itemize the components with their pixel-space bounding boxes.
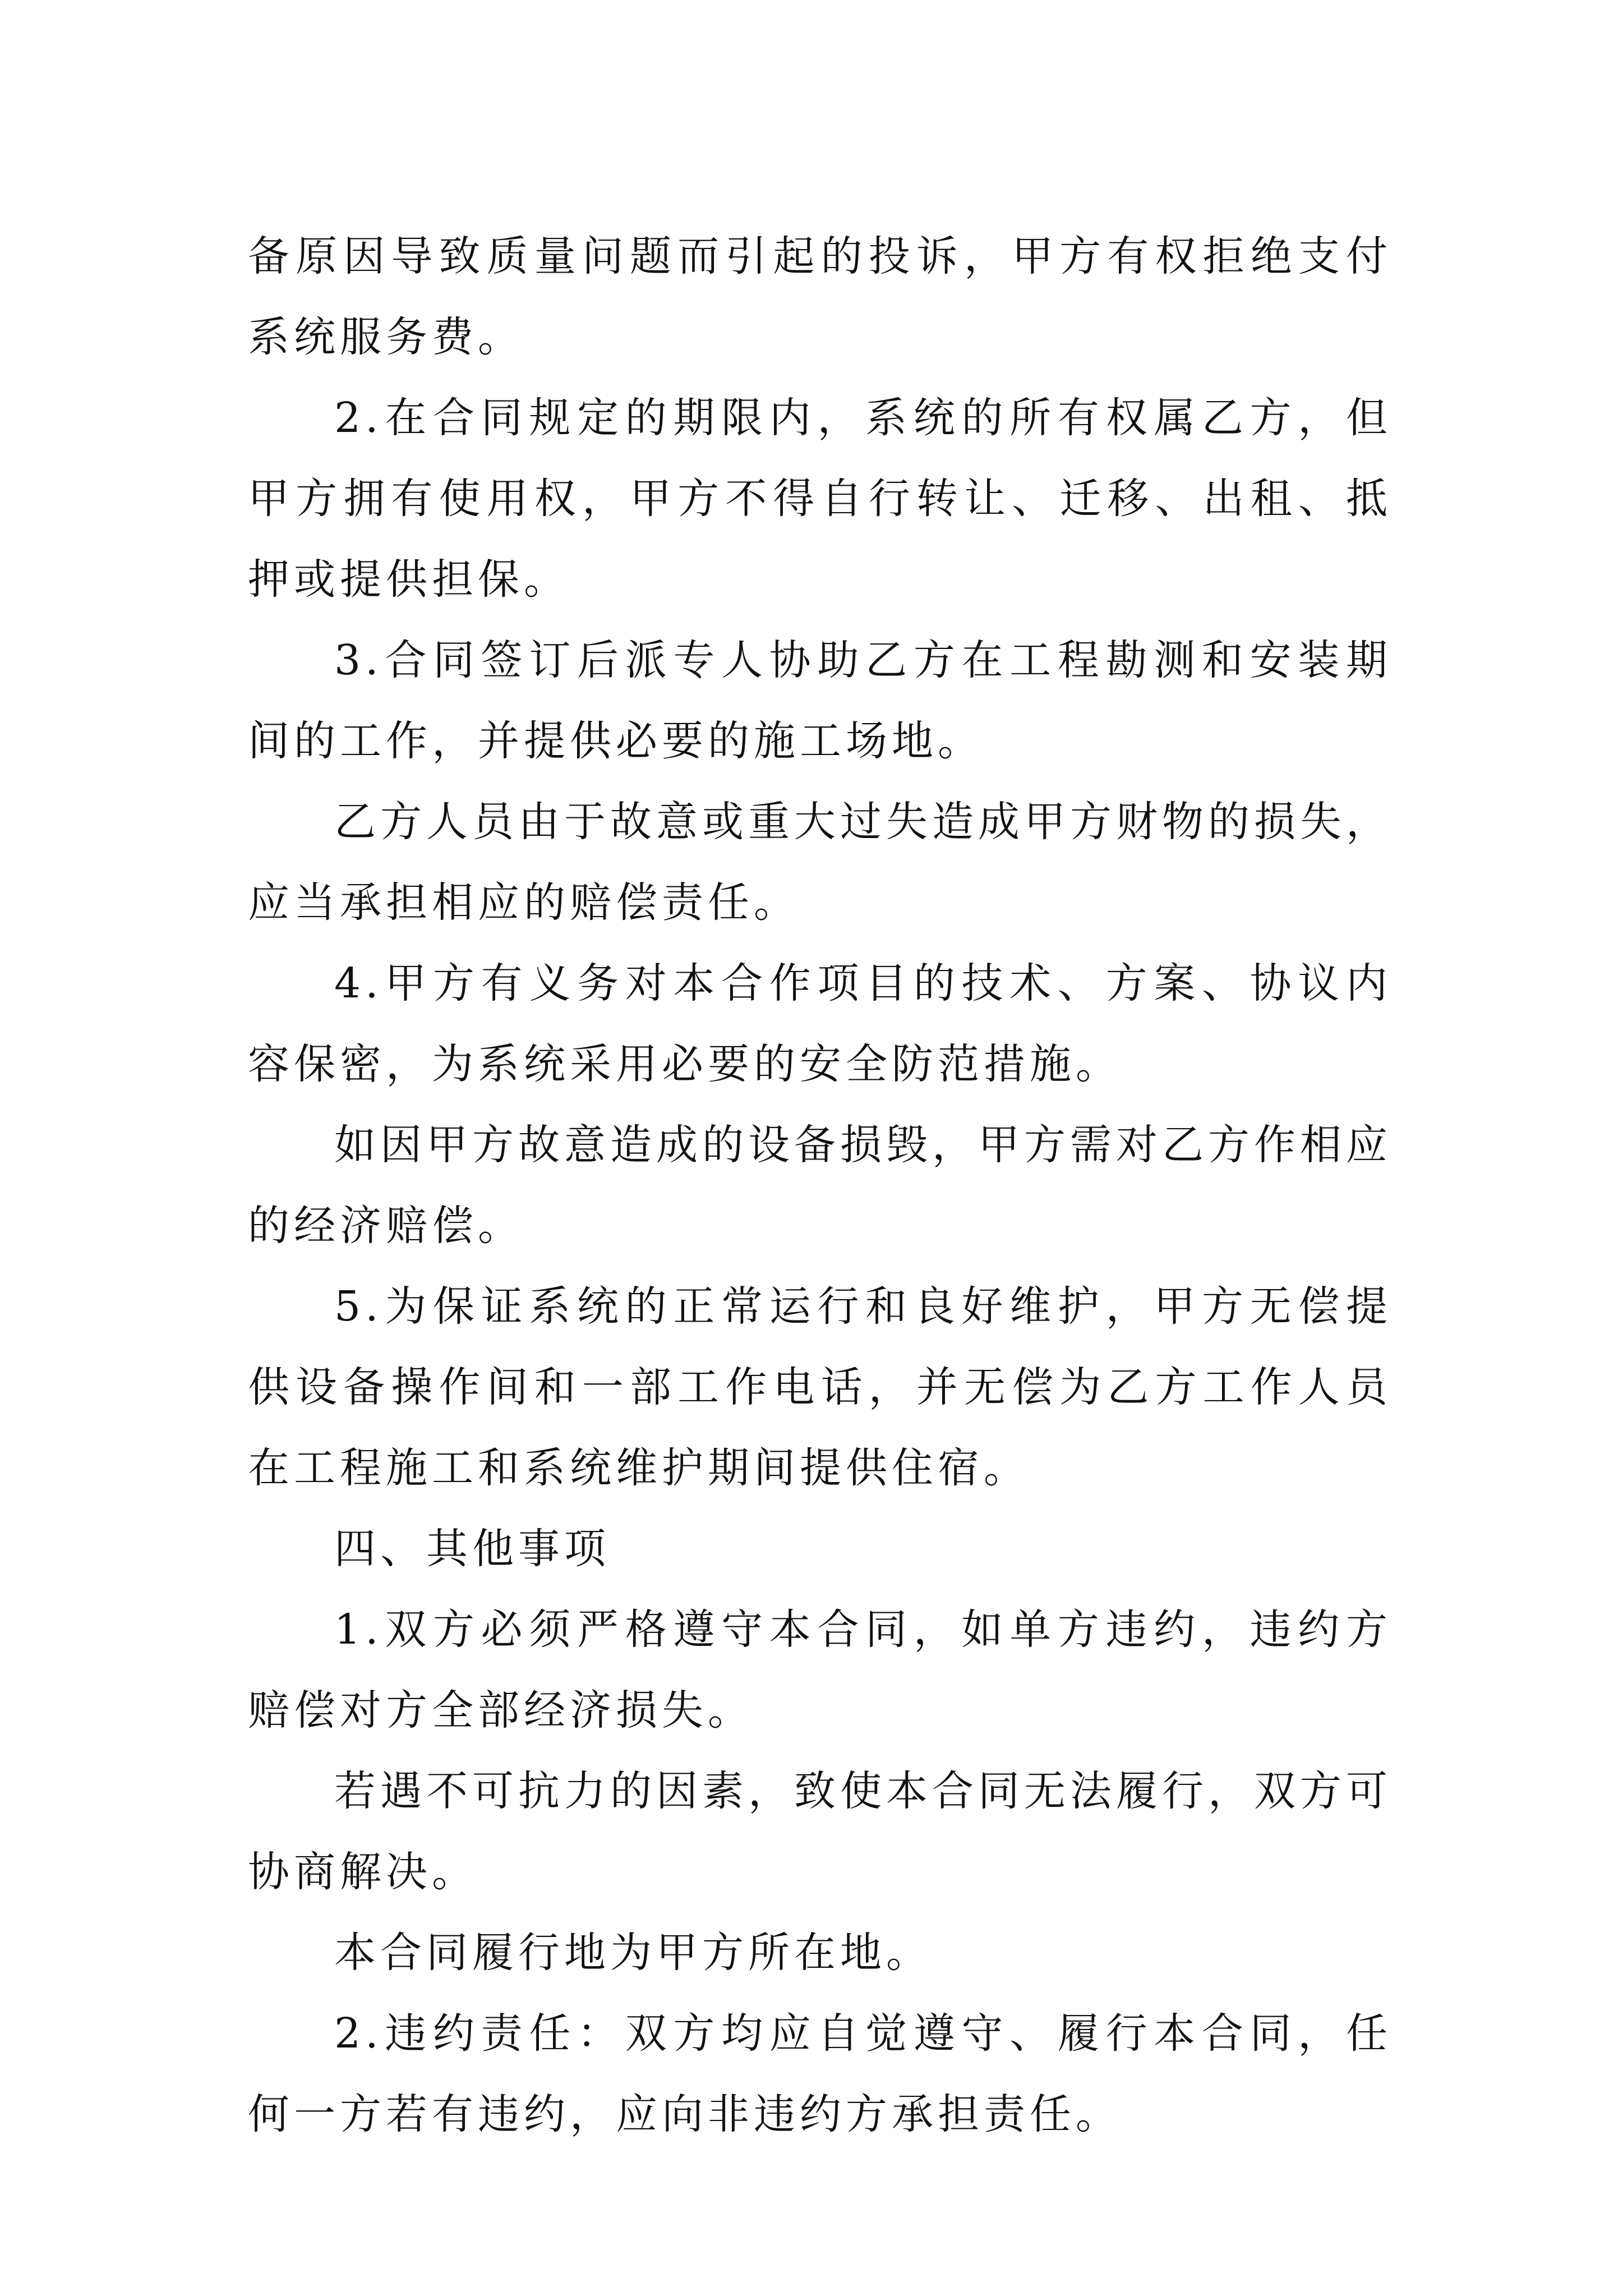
document-body [248,216,1392,2155]
paragraph-other-1: 1.双方必须严格遵守本合同，如单方违约，违约方赔偿对方全部经济损失。 [248,1605,1392,1734]
paragraph-clause-2: 2.在合同规定的期限内，系统的所有权属乙方，但甲方拥有使用权，甲方不得自行转让、迁移、出租、抵押或提供担保。 [248,394,1392,604]
paragraph-staff-liability: 乙方人员由于故意或重大过失造成甲方财物的损失，应当承担相应的赔偿责任。 [248,798,1392,927]
paragraph-force-majeure: 若遇不可抗力的因素，致使本合同无法履行，双方可协商解决。 [248,1767,1392,1896]
section-heading-other-matters: 四、其他事项 [334,1525,610,1573]
paragraph-continuation: 备原因导致质量问题而引起的投诉，甲方有权拒绝支付系统服务费。 [248,232,1392,361]
paragraph-equipment-damage: 如因甲方故意造成的设备损毁，甲方需对乙方作相应的经济赔偿。 [248,1121,1392,1250]
paragraph-other-2-breach: 2.违约责任：双方均应自觉遵守、履行本合同，任何一方若有违约，应向非违约方承担责任。 [248,2009,1392,2138]
paragraph-clause-3: 3.合同签订后派专人协助乙方在工程勘测和安装期间的工作，并提供必要的施工场地。 [248,636,1392,765]
paragraph-clause-5: 5.为保证系统的正常运行和良好维护，甲方无偿提供设备操作间和一部工作电话，并无偿为乙方工作人员在工程施工和系统维护期间提供住宿。 [248,1282,1392,1492]
paragraph-clause-4: 4.甲方有义务对本合作项目的技术、方案、协议内容保密，为系统采用必要的安全防范措施。 [248,959,1392,1088]
paragraph-place-of-performance: 本合同履行地为甲方所在地。 [334,1929,932,1977]
